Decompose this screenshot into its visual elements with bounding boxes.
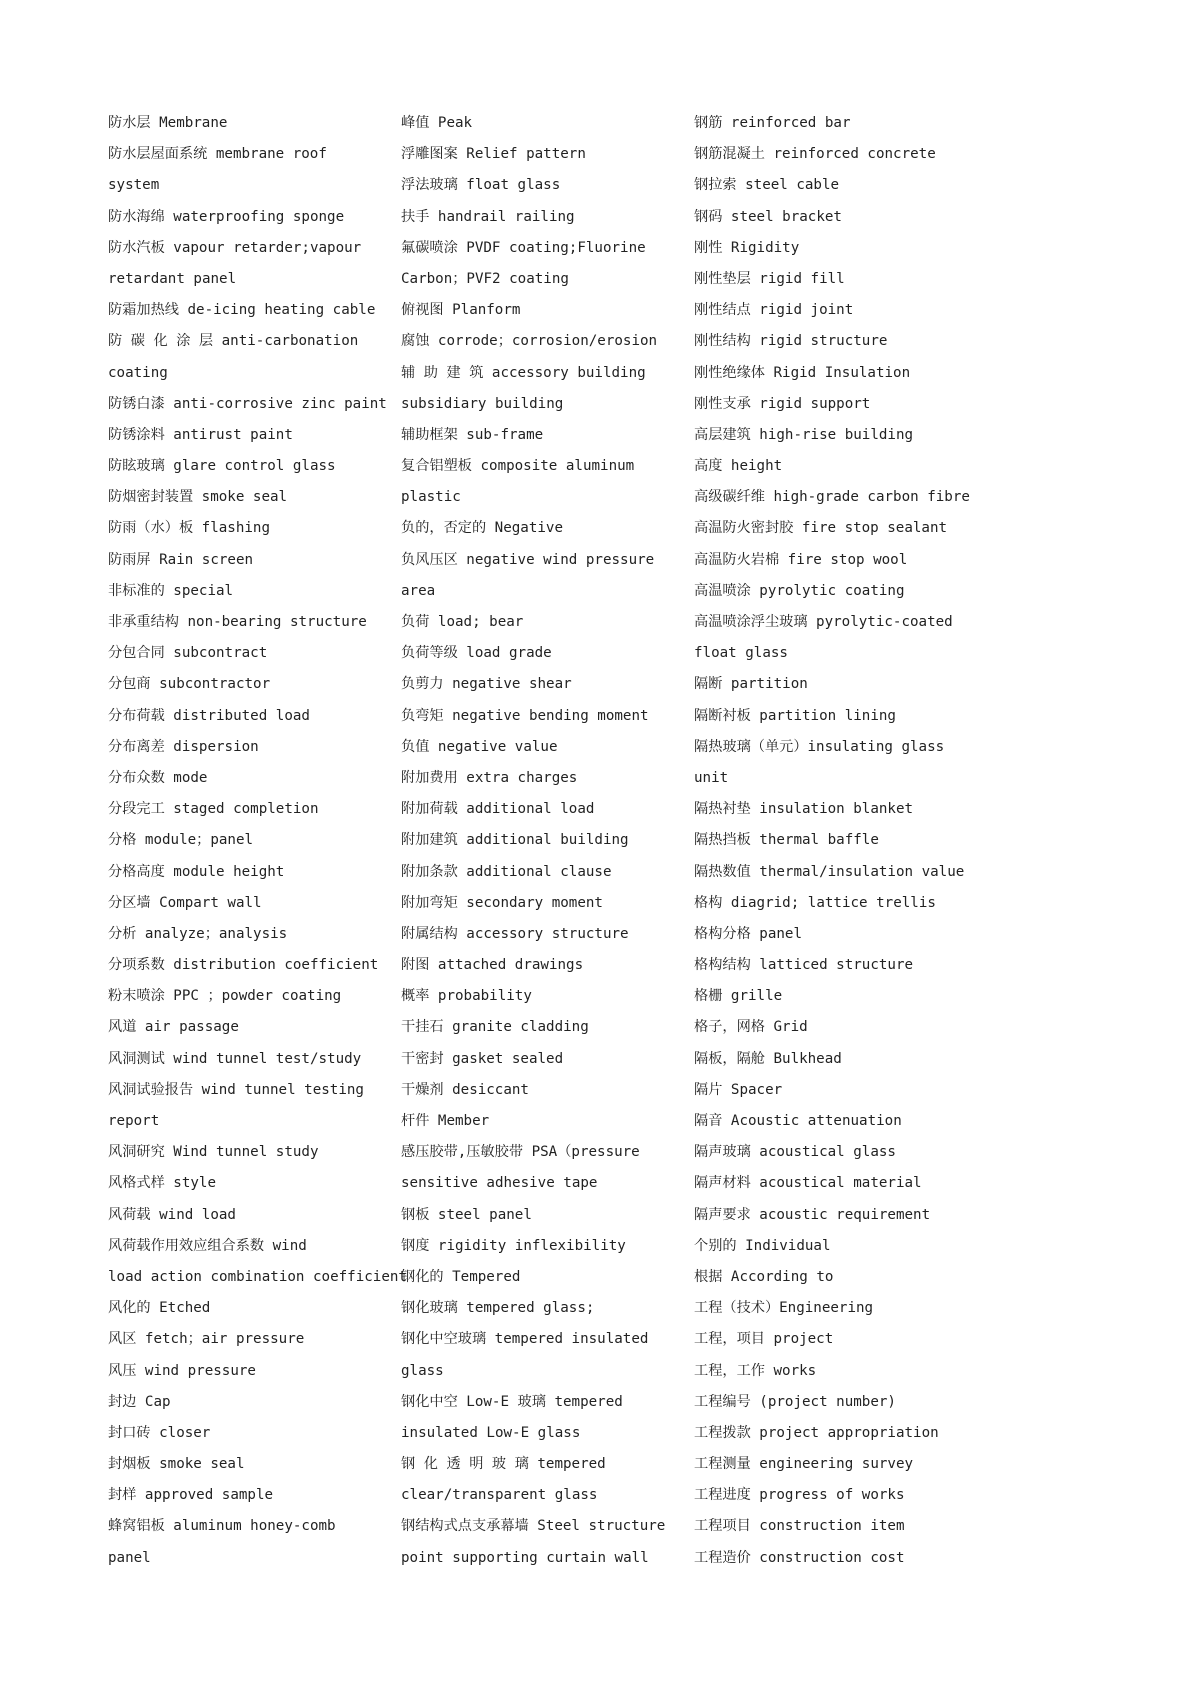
glossary-entry-line: 格构 diagrid; lattice trellis xyxy=(694,894,936,911)
glossary-entry-line: 浮法玻璃 float glass xyxy=(401,177,561,194)
glossary-entry-line: 概率 probability xyxy=(401,988,532,1005)
glossary-entry-line: 隔断衬板 partition lining xyxy=(694,707,896,724)
glossary-entry-line: 工程项目 construction item xyxy=(694,1518,905,1535)
glossary-entry-line: 扶手 handrail railing xyxy=(401,208,575,225)
glossary-entry-line: 防水层屋面系统 membrane roof xyxy=(108,146,327,163)
glossary-entry-line: 峰值 Peak xyxy=(401,115,473,131)
glossary-entry-line: 氟碳喷涂 PVDF coating;Fluorine xyxy=(401,239,646,256)
glossary-entry-line: 钢拉索 steel cable xyxy=(694,177,840,194)
glossary-entry-line: area xyxy=(401,582,436,599)
glossary-entry-line: 刚性 Rigidity xyxy=(694,239,800,256)
glossary-entry-line: 防烟密封装置 smoke seal xyxy=(108,489,288,506)
glossary-entry-line: 负值 negative value xyxy=(401,738,558,755)
glossary-entry-line: 隔片 Spacer xyxy=(694,1081,783,1098)
glossary-entry-line: 风荷载 wind load xyxy=(108,1206,236,1223)
glossary-entry-line: 高温喷涂浮尘玻璃 pyrolytic-coated xyxy=(694,614,953,630)
glossary-entry-line: 防眩玻璃 glare control glass xyxy=(108,458,336,475)
glossary-entry-line: 钢筋 reinforced bar xyxy=(694,115,851,131)
glossary-entry-line: 防水海绵 waterproofing sponge xyxy=(108,208,345,225)
glossary-entry-line: load action combination coefficient xyxy=(108,1268,407,1285)
glossary-entry-line: 高温防火岩棉 fire stop wool xyxy=(694,551,908,568)
glossary-entry-line: 高温防火密封胶 fire stop sealant xyxy=(694,520,948,537)
glossary-entry-line: 隔音 Acoustic attenuation xyxy=(694,1113,902,1129)
glossary-entry-line: 辅助框架 sub-frame xyxy=(401,426,544,443)
glossary-entry-line: 附加条款 additional clause xyxy=(401,863,612,880)
glossary-entry-line: 防水层 Membrane xyxy=(108,115,228,131)
glossary-entry-line: 风洞试验报告 wind tunnel testing xyxy=(108,1081,364,1098)
glossary-column-3 xyxy=(694,108,969,1574)
glossary-entry-line: 负荷等级 load grade xyxy=(401,645,552,662)
glossary-entry-line: 杆件 Member xyxy=(401,1113,490,1129)
glossary-entry-line: 分析 analyze；analysis xyxy=(108,925,288,942)
glossary-entry-line: Carbon；PVF2 coating xyxy=(401,270,569,287)
glossary-entry-line: 钢 化 透 明 玻 璃 tempered xyxy=(401,1456,606,1473)
glossary-entry-line: 干密封 gasket sealed xyxy=(401,1050,564,1067)
glossary-entry-line: point supporting curtain wall xyxy=(401,1549,649,1566)
glossary-entry-line: 隔热玻璃（单元）insulating glass xyxy=(694,738,945,755)
glossary-entry-line: 格构分格 panel xyxy=(694,925,802,942)
glossary-entry-line: 封边 Cap xyxy=(108,1393,171,1410)
glossary-entry-line: 隔声玻璃 acoustical glass xyxy=(694,1144,896,1161)
glossary-entry-line: 隔声材料 acoustical material xyxy=(694,1175,922,1192)
glossary-entry-line: 防雨（水）板 flashing xyxy=(108,520,270,537)
glossary-entry-line: 分布众数 mode xyxy=(108,769,208,786)
glossary-entry-line: 粉末喷涂 PPC ；powder coating xyxy=(108,988,342,1005)
glossary-entry-line: 负荷 load; bear xyxy=(401,614,524,630)
glossary-column-2 xyxy=(401,108,676,1574)
glossary-entry-line: 封样 approved sample xyxy=(108,1487,274,1504)
glossary-entry-line: sensitive adhesive tape xyxy=(401,1175,598,1192)
glossary-entry-line: 附属结构 accessory structure xyxy=(401,925,629,942)
glossary-entry-line: 隔热挡板 thermal baffle xyxy=(694,832,879,849)
glossary-entry-line: 刚性结点 rigid joint xyxy=(694,302,854,319)
glossary-entry-line: 分区墙 Compart wall xyxy=(108,894,262,911)
glossary-entry-line: 分段完工 staged completion xyxy=(108,801,319,818)
glossary-entry-line: 封口砖 closer xyxy=(108,1424,211,1441)
glossary-entry-line: 钢化玻璃 tempered glass; xyxy=(401,1300,595,1317)
glossary-entry-line: 钢化中空 Low-E 玻璃 tempered xyxy=(401,1393,623,1410)
glossary-entry-line: 刚性绝缘体 Rigid Insulation xyxy=(694,364,911,381)
glossary-entry-line: panel xyxy=(108,1549,151,1566)
glossary-entry-line: 工程拨款 project appropriation xyxy=(694,1424,939,1441)
glossary-entry-line: subsidiary building xyxy=(401,395,564,412)
glossary-entry-line: 工程测量 engineering survey xyxy=(694,1456,914,1473)
glossary-entry-line: 防 碳 化 涂 层 anti-carbonation xyxy=(108,333,359,350)
glossary-entry-line: 风区 fetch；air pressure xyxy=(108,1331,305,1348)
glossary-entry-line: 封烟板 smoke seal xyxy=(108,1456,245,1473)
glossary-entry-line: 感压胶带,压敏胶带 PSA（pressure xyxy=(401,1144,640,1161)
glossary-entry-line: 根据 According to xyxy=(694,1268,834,1285)
glossary-entry-line: 钢化的 Tempered xyxy=(401,1268,521,1285)
glossary-entry-line: 复合铝塑板 composite aluminum xyxy=(401,458,635,475)
glossary-entry-line: 高层建筑 high-rise building xyxy=(694,426,914,443)
glossary-entry-line: 隔热数值 thermal/insulation value xyxy=(694,863,965,880)
glossary-entry-line: clear/transparent glass xyxy=(401,1487,598,1504)
glossary-entry-line: 附图 attached drawings xyxy=(401,957,584,974)
glossary-column-1 xyxy=(108,108,407,1574)
glossary-entry-line: 负弯矩 negative bending moment xyxy=(401,707,649,724)
glossary-entry-line: 干燥剂 desiccant xyxy=(401,1081,529,1098)
glossary-entry-line: 个别的 Individual xyxy=(694,1237,831,1254)
glossary-entry-line: 附加弯矩 secondary moment xyxy=(401,894,603,911)
glossary-entry-line: 防锈白漆 anti-corrosive zinc paint xyxy=(108,395,387,412)
glossary-entry-line: float glass xyxy=(694,645,788,662)
glossary-entry-line: 工程，工作 works xyxy=(694,1362,817,1379)
glossary-entry-line: 工程，项目 project xyxy=(694,1331,834,1348)
glossary-entry-line: 分包合同 subcontract xyxy=(108,645,268,662)
glossary-entry-line: 刚性结构 rigid structure xyxy=(694,333,888,350)
glossary-entry-line: 负的，否定的 Negative xyxy=(401,520,563,537)
glossary-entry-line: unit xyxy=(694,769,729,786)
glossary-entry-line: 刚性垫层 rigid fill xyxy=(694,270,845,287)
glossary-entry-line: 风荷载作用效应组合系数 wind xyxy=(108,1237,307,1254)
glossary-entry-line: report xyxy=(108,1113,160,1129)
glossary-entry-line: 分项系数 distribution coefficient xyxy=(108,957,379,974)
glossary-entry-line: 格子，网格 Grid xyxy=(694,1019,808,1036)
glossary-entry-line: coating xyxy=(108,364,168,381)
glossary-entry-line: 工程编号 (project number) xyxy=(694,1393,896,1410)
glossary-entry-line: 高度 height xyxy=(694,458,783,475)
glossary-entry-line: 附加费用 extra charges xyxy=(401,769,578,786)
glossary-entry-line: 防锈涂料 antirust paint xyxy=(108,426,293,443)
glossary-entry-line: 负剪力 negative shear xyxy=(401,676,572,693)
glossary-entry-line: 钢度 rigidity inflexibility xyxy=(401,1237,626,1254)
glossary-entry-line: 附加荷载 additional load xyxy=(401,801,595,818)
glossary-entry-line: 分布离差 dispersion xyxy=(108,738,259,755)
glossary-entry-line: 高温喷涂 pyrolytic coating xyxy=(694,582,905,599)
glossary-entry-line: 钢板 steel panel xyxy=(401,1206,532,1223)
glossary-entry-line: 非标准的 special xyxy=(108,582,234,599)
glossary-entry-line: 辅 助 建 筑 accessory building xyxy=(401,364,646,381)
glossary-entry-line: 风格式样 style xyxy=(108,1175,216,1192)
glossary-entry-line: 防水汽板 vapour retarder;vapour xyxy=(108,239,362,256)
glossary-entry-line: 附加建筑 additional building xyxy=(401,832,629,849)
glossary-entry-line: 钢码 steel bracket xyxy=(694,208,842,225)
glossary-entry-line: insulated Low-E glass xyxy=(401,1424,581,1441)
glossary-entry-line: 格栅 grille xyxy=(694,988,783,1005)
glossary-entry-line: 分包商 subcontractor xyxy=(108,676,271,693)
glossary-entry-line: 非承重结构 non-bearing structure xyxy=(108,614,367,630)
glossary-entry-line: system xyxy=(108,177,160,194)
glossary-entry-line: 工程进度 progress of works xyxy=(694,1487,905,1504)
glossary-entry-line: 钢结构式点支承幕墙 Steel structure xyxy=(401,1518,666,1535)
glossary-entry-line: 防雨屏 Rain screen xyxy=(108,551,254,568)
glossary-entry-line: 隔断 partition xyxy=(694,676,808,693)
glossary-entry-line: 腐蚀 corrode；corrosion/erosion xyxy=(401,333,658,350)
glossary-entry-line: 钢筋混凝土 reinforced concrete xyxy=(694,146,936,163)
glossary-entry-line: 钢化中空玻璃 tempered insulated xyxy=(401,1331,649,1348)
glossary-entry-line: 分格 module；panel xyxy=(108,832,254,849)
glossary-entry-line: 浮雕图案 Relief pattern xyxy=(401,146,586,163)
glossary-entry-line: 刚性支承 rigid support xyxy=(694,395,871,412)
glossary-entry-line: 防霜加热线 de-icing heating cable xyxy=(108,302,376,319)
glossary-entry-line: 隔声要求 acoustic requirement xyxy=(694,1206,931,1223)
glossary-entry-line: plastic xyxy=(401,489,461,506)
glossary-entry-line: 风化的 Etched xyxy=(108,1300,211,1317)
glossary-entry-line: 风洞测试 wind tunnel test/study xyxy=(108,1050,362,1067)
glossary-entry-line: 负风压区 negative wind pressure xyxy=(401,551,655,568)
glossary-entry-line: 格构结构 latticed structure xyxy=(694,957,914,974)
glossary-entry-line: 风压 wind pressure xyxy=(108,1362,256,1379)
glossary-entry-line: 工程（技术）Engineering xyxy=(694,1300,874,1317)
glossary-entry-line: 蜂窝铝板 aluminum honey-comb xyxy=(108,1518,336,1535)
glossary-entry-line: 干挂石 granite cladding xyxy=(401,1019,589,1036)
glossary-entry-line: glass xyxy=(401,1362,444,1379)
glossary-entry-line: 高级碳纤维 high-grade carbon fibre xyxy=(694,489,970,506)
glossary-entry-line: 风道 air passage xyxy=(108,1019,239,1036)
glossary-entry-line: 隔板，隔舱 Bulkhead xyxy=(694,1050,842,1067)
glossary-entry-line: retardant panel xyxy=(108,270,237,287)
glossary-entry-line: 隔热衬垫 insulation blanket xyxy=(694,801,914,818)
glossary-entry-line: 工程造价 construction cost xyxy=(694,1549,905,1566)
glossary-entry-line: 俯视图 Planform xyxy=(401,302,521,319)
glossary-entry-line: 分布荷载 distributed load xyxy=(108,707,310,724)
glossary-entry-line: 风洞研究 Wind tunnel study xyxy=(108,1144,319,1161)
glossary-entry-line: 分格高度 module height xyxy=(108,863,285,880)
